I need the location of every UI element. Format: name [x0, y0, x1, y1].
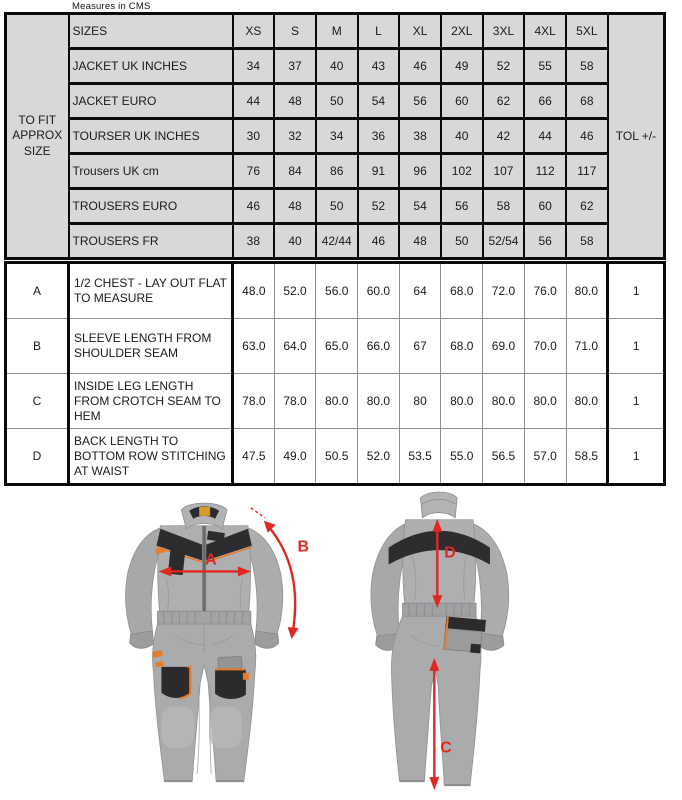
measure-value-cell: 72.0 [483, 263, 525, 319]
inside-leg-measure-label: C [440, 739, 452, 757]
tolerance-column-cell: TOL +/- [608, 14, 665, 259]
measure-table-row [6, 374, 665, 429]
size-value-cell: 49 [441, 49, 483, 84]
size-value-cell: 52/54 [483, 224, 525, 259]
measure-value-cell: 80.0 [483, 374, 525, 429]
tolerance-value-cell: 1 [608, 263, 665, 319]
measure-value-cell: 47.5 [233, 429, 275, 485]
measure-value-cell: 80.0 [566, 374, 608, 429]
size-value-cell: 46 [233, 189, 275, 224]
measure-value-cell: 63.0 [233, 319, 275, 374]
measure-value-cell: 71.0 [566, 319, 608, 374]
measure-description-cell: SLEEVE LENGTH FROM SHOULDER SEAM [69, 319, 233, 374]
size-value-cell: 50 [441, 224, 483, 259]
sleeve-measure-label: B [297, 538, 310, 556]
measure-code-cell: A [6, 263, 69, 319]
size-value-cell: 52 [483, 49, 525, 84]
size-row-label: TROUSERS EURO [69, 189, 233, 224]
size-value-cell: 37 [274, 49, 316, 84]
measure-value-cell: 57.0 [524, 429, 566, 485]
measure-value-cell: 69.0 [483, 319, 525, 374]
measure-value-cell: 64 [399, 263, 441, 319]
size-column-header: 2XL [441, 14, 483, 49]
measure-value-cell: 80.0 [524, 374, 566, 429]
size-value-cell: 62 [566, 189, 608, 224]
front-left-knee-patch [161, 707, 194, 749]
size-value-cell: 50 [316, 189, 358, 224]
size-value-cell: 60 [524, 189, 566, 224]
size-table-header-row [6, 14, 665, 49]
measure-description-cell: INSIDE LEG LENGTH FROM CROTCH SEAM TO HEM [69, 374, 233, 429]
size-row-label: TROUSERS FR [69, 224, 233, 259]
measure-value-cell: 52.0 [274, 263, 316, 319]
size-value-cell: 52 [358, 189, 400, 224]
back-collar [420, 492, 457, 518]
size-value-cell: 42/44 [316, 224, 358, 259]
size-table-row [6, 154, 665, 189]
sleeve-arrow-bottom-head [288, 627, 299, 639]
size-column-header: XS [233, 14, 275, 49]
size-value-cell: 60 [441, 84, 483, 119]
size-value-cell: 66 [524, 84, 566, 119]
measure-value-cell: 48.0 [233, 263, 275, 319]
size-value-cell: 32 [274, 119, 316, 154]
front-right-cuff [255, 631, 279, 648]
size-value-cell: 58 [566, 49, 608, 84]
measure-value-cell: 52.0 [358, 429, 400, 485]
front-right-pocket-flap [218, 656, 242, 669]
front-left-cuff [130, 631, 154, 648]
size-value-cell: 55 [524, 49, 566, 84]
size-value-cell: 44 [233, 84, 275, 119]
size-value-cell: 42 [483, 119, 525, 154]
size-value-cell: 107 [483, 154, 525, 189]
back-length-measure-label: D [444, 544, 456, 562]
size-value-cell: 43 [358, 49, 400, 84]
measure-value-cell: 60.0 [358, 263, 400, 319]
chest-measure-label: A [205, 551, 217, 569]
measure-value-cell: 78.0 [274, 374, 316, 429]
measure-value-cell: 64.0 [274, 319, 316, 374]
size-value-cell: 56 [441, 189, 483, 224]
size-value-cell: 34 [316, 119, 358, 154]
measure-value-cell: 80.0 [358, 374, 400, 429]
back-view-figure [360, 486, 610, 800]
back-right-cuff [479, 633, 504, 650]
measure-description-cell: BACK LENGTH TO BOTTOM ROW STITCHING AT WAIST [69, 429, 233, 485]
measure-value-cell: 56.0 [316, 263, 358, 319]
measure-value-cell: 55.0 [441, 429, 483, 485]
size-value-cell: 68 [566, 84, 608, 119]
size-value-cell: 62 [483, 84, 525, 119]
tolerance-value-cell: 1 [608, 319, 665, 374]
size-value-cell: 91 [358, 154, 400, 189]
size-value-cell: 40 [441, 119, 483, 154]
size-value-cell: 38 [233, 224, 275, 259]
size-table-row [6, 119, 665, 154]
size-value-cell: 48 [274, 84, 316, 119]
size-value-cell: 54 [399, 189, 441, 224]
size-value-cell: 117 [566, 154, 608, 189]
size-value-cell: 54 [358, 84, 400, 119]
measure-value-cell: 80.0 [316, 374, 358, 429]
measure-code-cell: B [6, 319, 69, 374]
front-left-hip-pocket [161, 667, 190, 698]
size-value-cell: 46 [399, 49, 441, 84]
measure-table-row [6, 429, 665, 485]
sizes-header-cell: SIZES [69, 14, 233, 49]
measure-code-cell: D [6, 429, 69, 485]
measure-value-cell: 67 [399, 319, 441, 374]
measure-value-cell: 50.5 [316, 429, 358, 485]
measure-value-cell: 68.0 [441, 319, 483, 374]
measure-table-row [6, 319, 665, 374]
size-row-label: TOURSER UK INCHES [69, 119, 233, 154]
size-value-cell: 50 [316, 84, 358, 119]
sleeve-arrow-top-head [264, 521, 276, 533]
size-value-cell: 76 [233, 154, 275, 189]
coverall-front-illustration [105, 486, 355, 799]
size-table-row [6, 84, 665, 119]
back-pocket-corner-patch [470, 644, 481, 654]
front-right-knee-patch [209, 707, 242, 749]
measure-value-cell: 56.5 [483, 429, 525, 485]
front-right-sleeve [248, 528, 283, 635]
measure-value-cell: 80.0 [566, 263, 608, 319]
size-value-cell: 102 [441, 154, 483, 189]
size-value-cell: 58 [483, 189, 525, 224]
size-row-label: Trousers UK cm [69, 154, 233, 189]
to-fit-approx-size-cell: TO FIT APPROX SIZE [6, 14, 69, 259]
measure-value-cell: 78.0 [233, 374, 275, 429]
tolerance-value-cell: 1 [608, 374, 665, 429]
size-column-header: L [358, 14, 400, 49]
back-hip-pocket-group [443, 617, 486, 654]
size-column-header: 3XL [483, 14, 525, 49]
size-value-cell: 34 [233, 49, 275, 84]
size-column-header: 4XL [524, 14, 566, 49]
size-value-cell: 112 [524, 154, 566, 189]
garment-measurements-table [4, 261, 666, 486]
measure-value-cell: 53.5 [399, 429, 441, 485]
size-value-cell: 48 [399, 224, 441, 259]
size-column-header: XL [399, 14, 441, 49]
measure-description-cell: 1/2 CHEST - LAY OUT FLAT TO MEASURE [69, 263, 233, 319]
inside-leg-arrow-bottom-head [429, 777, 439, 790]
size-value-cell: 58 [566, 224, 608, 259]
size-value-cell: 84 [274, 154, 316, 189]
sleeve-arrow-shoulder-tick [251, 508, 265, 518]
size-value-cell: 40 [316, 49, 358, 84]
size-table-row [6, 189, 665, 224]
size-column-header: 5XL [566, 14, 608, 49]
size-value-cell: 96 [399, 154, 441, 189]
measure-value-cell: 58.5 [566, 429, 608, 485]
front-left-sleeve [126, 528, 161, 635]
measure-value-cell: 65.0 [316, 319, 358, 374]
coverall-back-illustration [360, 486, 610, 799]
measure-value-cell: 76.0 [524, 263, 566, 319]
size-value-cell: 38 [399, 119, 441, 154]
size-value-cell: 30 [233, 119, 275, 154]
size-value-cell: 56 [399, 84, 441, 119]
measure-code-cell: C [6, 374, 69, 429]
front-right-pocket-tab [243, 673, 249, 680]
size-value-cell: 40 [274, 224, 316, 259]
measure-value-cell: 80.0 [441, 374, 483, 429]
measures-units-note: Measures in CMS [72, 1, 151, 12]
measure-value-cell: 80 [399, 374, 441, 429]
measure-value-cell: 70.0 [524, 319, 566, 374]
size-table-row [6, 224, 665, 259]
measure-value-cell: 68.0 [441, 263, 483, 319]
size-row-label: JACKET EURO [69, 84, 233, 119]
tolerance-value-cell: 1 [608, 429, 665, 485]
measure-value-cell: 66.0 [358, 319, 400, 374]
size-column-header: M [316, 14, 358, 49]
measure-value-cell: 49.0 [274, 429, 316, 485]
back-waistband [403, 603, 477, 616]
size-table-row [6, 49, 665, 84]
size-value-cell: 46 [566, 119, 608, 154]
front-neck-label-tag [199, 507, 210, 516]
front-view-figure [105, 486, 355, 800]
size-value-cell: 86 [316, 154, 358, 189]
size-value-cell: 36 [358, 119, 400, 154]
size-row-label: JACKET UK INCHES [69, 49, 233, 84]
size-column-header: S [274, 14, 316, 49]
size-value-cell: 48 [274, 189, 316, 224]
size-value-cell: 56 [524, 224, 566, 259]
front-right-hip-pocket [215, 669, 246, 699]
measure-table-row [6, 263, 665, 319]
size-conversion-table [4, 12, 666, 260]
size-value-cell: 46 [358, 224, 400, 259]
size-value-cell: 44 [524, 119, 566, 154]
